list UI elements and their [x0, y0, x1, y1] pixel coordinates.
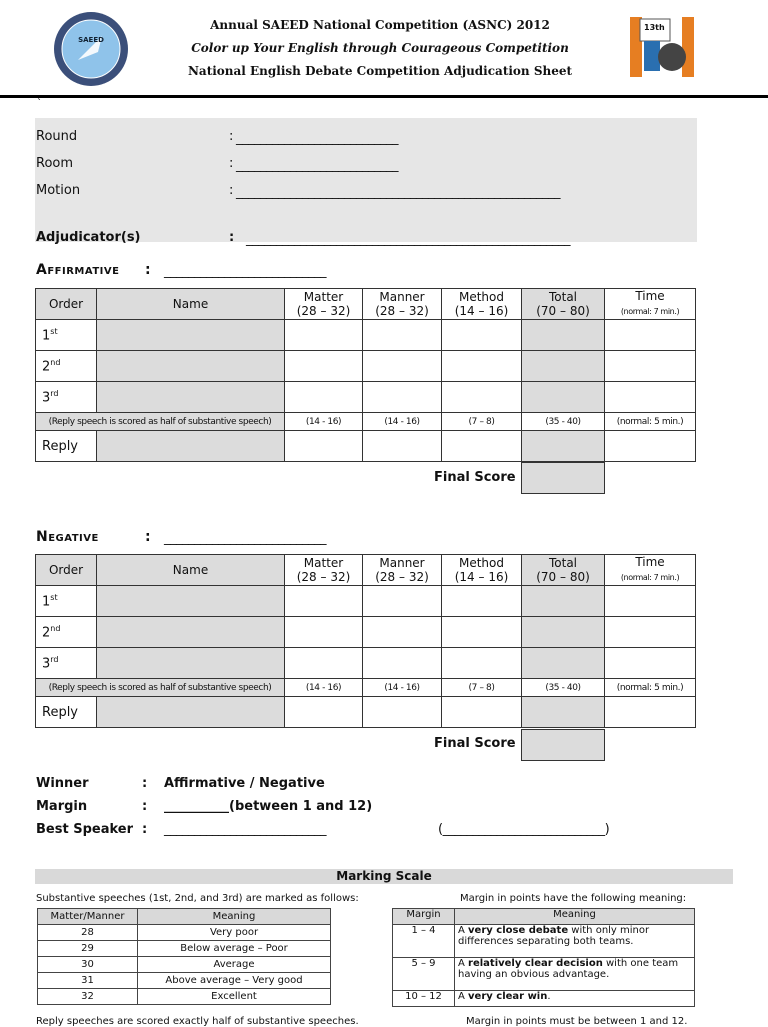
- affirmative-colon: :: [145, 262, 152, 278]
- manner-cell[interactable]: [363, 697, 442, 728]
- reply-manner-range: (14 - 16): [363, 679, 442, 697]
- negative-colon: :: [145, 529, 152, 545]
- time-cell[interactable]: [605, 351, 696, 382]
- header-divider: [0, 95, 768, 98]
- scale-header-score: Matter/Manner: [38, 909, 138, 925]
- method-header: [442, 555, 522, 586]
- matter-cell[interactable]: [285, 382, 363, 413]
- manner-header: [363, 555, 442, 586]
- time-note: (normal: 7 min.): [620, 307, 680, 316]
- meaning-emphasis: very close debate: [468, 925, 569, 936]
- method-cell[interactable]: [442, 320, 522, 351]
- time-cell[interactable]: [605, 697, 696, 728]
- manner-cell[interactable]: [363, 382, 442, 413]
- method-cell[interactable]: [442, 382, 522, 413]
- method-range: (14 – 16): [454, 570, 509, 584]
- reply-scoring-footnote: Reply speeches are scored exactly half of substantive speeches.: [36, 1016, 359, 1027]
- row-order-2: [36, 617, 97, 648]
- ordinal-suffix: st: [50, 326, 58, 336]
- name-header: Name: [97, 289, 285, 320]
- scale-score: 28: [38, 925, 138, 941]
- ordinal: 3: [42, 390, 51, 406]
- row-order-1: [36, 586, 97, 617]
- speaker-name-cell[interactable]: [97, 382, 285, 413]
- manner-cell[interactable]: [363, 431, 442, 462]
- margin-meaning: [455, 958, 695, 991]
- header-slogan: Color up Your English through Courageous Competition: [191, 41, 569, 55]
- meaning-text: A: [458, 925, 469, 936]
- anniversary-logo: [630, 13, 694, 79]
- round-colon: :: [229, 129, 234, 144]
- speaker-name-cell[interactable]: [97, 648, 285, 679]
- matter-cell[interactable]: [285, 431, 363, 462]
- time-cell[interactable]: [605, 382, 696, 413]
- scale-meaning: Above average – Very good: [138, 973, 331, 989]
- speaker-name-cell[interactable]: [97, 586, 285, 617]
- order-header: Order: [36, 289, 97, 320]
- manner-cell[interactable]: [363, 617, 442, 648]
- ordinal: 2: [42, 625, 51, 641]
- scale-score: 31: [38, 973, 138, 989]
- manner-label: Manner: [379, 290, 425, 304]
- margin-label: Margin: [36, 799, 88, 814]
- manner-cell[interactable]: [363, 320, 442, 351]
- ordinal: 1: [42, 328, 51, 344]
- speaker-name-cell[interactable]: [97, 697, 285, 728]
- row-order-3: [36, 648, 97, 679]
- ordinal-suffix: nd: [50, 357, 61, 367]
- time-cell[interactable]: [605, 617, 696, 648]
- meaning-emphasis: relatively clear decision: [468, 958, 603, 969]
- matter-label: Matter: [303, 290, 344, 304]
- motion-field[interactable]: ______________________________________________________: [236, 185, 560, 200]
- speaker-name-cell[interactable]: [97, 617, 285, 648]
- row-order-3: [36, 382, 97, 413]
- total-header: [522, 555, 605, 586]
- affirmative-final-score-label: Final Score: [434, 470, 516, 485]
- time-cell[interactable]: [605, 648, 696, 679]
- reply-total-range: (35 - 40): [522, 413, 605, 431]
- margin-field[interactable]: __________(between 1 and 12): [164, 799, 373, 814]
- reply-note: (Reply speech is scored as half of substantive speech): [36, 413, 285, 431]
- negative-label: Negative: [36, 529, 99, 545]
- manner-label: Manner: [379, 556, 425, 570]
- scale-score: 29: [38, 941, 138, 957]
- total-cell[interactable]: [522, 617, 605, 648]
- scale-meaning: Excellent: [138, 989, 331, 1005]
- matter-cell[interactable]: [285, 320, 363, 351]
- margin-scale-table: [392, 908, 695, 1007]
- meaning-text: with one team having an obvious advantage.: [458, 958, 679, 980]
- header-title: Annual SAEED National Competition (ASNC) 2012: [210, 18, 550, 32]
- negative-final-score-box[interactable]: [521, 729, 605, 761]
- ordinal-suffix: rd: [50, 388, 59, 398]
- time-header: [605, 555, 696, 586]
- reply-matter-range: (14 - 16): [285, 679, 363, 697]
- matter-cell[interactable]: [285, 648, 363, 679]
- margin-range: 10 – 12: [393, 991, 455, 1007]
- stray-mark: `: [37, 98, 42, 109]
- scale-header-meaning: Meaning: [138, 909, 331, 925]
- matter-manner-scale-table: [37, 908, 331, 1005]
- margin-note: Margin in points have the following meaning:: [460, 893, 687, 904]
- affirmative-team-field[interactable]: ___________________________: [164, 264, 326, 279]
- order-header: Order: [36, 555, 97, 586]
- time-cell[interactable]: [605, 320, 696, 351]
- manner-header: [363, 289, 442, 320]
- matter-cell[interactable]: [285, 697, 363, 728]
- adjudicator-label: Adjudicator(s): [36, 230, 141, 245]
- time-header: [605, 289, 696, 320]
- manner-cell[interactable]: [363, 586, 442, 617]
- scale-score: 32: [38, 989, 138, 1005]
- header-subtitle: National English Debate Competition Adjudication Sheet: [187, 64, 573, 78]
- negative-team-field[interactable]: ___________________________: [164, 531, 326, 546]
- matter-cell[interactable]: [285, 617, 363, 648]
- reply-label: Reply: [36, 431, 97, 462]
- winner-choice[interactable]: Affirmative / Negative: [164, 776, 325, 791]
- room-colon: :: [229, 156, 234, 171]
- scale-meaning: Below average – Poor: [138, 941, 331, 957]
- speaker-name-cell[interactable]: [97, 431, 285, 462]
- reply-note: (Reply speech is scored as half of substantive speech): [36, 679, 285, 697]
- time-note: (normal: 7 min.): [620, 573, 680, 582]
- best-speaker-label: Best Speaker: [36, 822, 133, 837]
- best-speaker-colon: :: [142, 822, 148, 837]
- matter-header: [285, 289, 363, 320]
- method-label: Method: [458, 556, 504, 570]
- speaker-name-cell[interactable]: [97, 351, 285, 382]
- time-label: Time: [635, 555, 665, 569]
- matter-range: (28 – 32): [296, 570, 351, 584]
- margin-footnote: Margin in points must be between 1 and 12.: [466, 1016, 688, 1027]
- meaning-text: A: [458, 958, 469, 969]
- manner-range: (28 – 32): [375, 570, 429, 584]
- total-range: (70 – 80): [536, 304, 590, 318]
- row-order-1: [36, 320, 97, 351]
- total-header: [522, 289, 605, 320]
- scale-meaning: Average: [138, 957, 331, 973]
- manner-range: (28 – 32): [375, 304, 429, 318]
- matter-cell[interactable]: [285, 586, 363, 617]
- method-cell[interactable]: [442, 617, 522, 648]
- time-cell[interactable]: [605, 586, 696, 617]
- method-cell[interactable]: [442, 697, 522, 728]
- matter-label: Matter: [303, 556, 344, 570]
- ordinal: 3: [42, 656, 51, 672]
- speaker-name-cell[interactable]: [97, 320, 285, 351]
- manner-cell[interactable]: [363, 648, 442, 679]
- best-speaker-field[interactable]: ___________________________: [164, 822, 326, 837]
- method-cell[interactable]: [442, 431, 522, 462]
- ordinal: 1: [42, 594, 51, 610]
- time-cell[interactable]: [605, 431, 696, 462]
- winner-colon: :: [142, 776, 148, 791]
- total-cell[interactable]: [522, 697, 605, 728]
- total-cell[interactable]: [522, 431, 605, 462]
- saeed-logo: [52, 10, 130, 88]
- winner-label: Winner: [36, 776, 89, 791]
- affirmative-final-score-box[interactable]: [521, 462, 605, 494]
- ordinal: 2: [42, 359, 51, 375]
- ordinal-suffix: nd: [50, 623, 61, 633]
- matter-cell[interactable]: [285, 351, 363, 382]
- meaning-emphasis: very clear win: [468, 991, 548, 1002]
- reply-matter-range: (14 - 16): [285, 413, 363, 431]
- reply-method-range: (7 – 8): [442, 679, 522, 697]
- margin-header: Margin: [393, 909, 455, 925]
- matter-header: [285, 555, 363, 586]
- manner-cell[interactable]: [363, 351, 442, 382]
- meaning-text: .: [547, 991, 551, 1002]
- affirmative-label: Affirmative: [36, 262, 120, 278]
- round-label: Round: [36, 129, 78, 144]
- best-speaker-team-field[interactable]: (___________________________): [438, 822, 610, 837]
- reply-manner-range: (14 - 16): [363, 413, 442, 431]
- reply-time-note: (normal: 5 min.): [605, 413, 696, 431]
- meaning-text: with only minor differences separating both teams.: [458, 925, 650, 947]
- adjudicator-field[interactable]: ______________________________________________________: [246, 232, 570, 247]
- reply-total-range: (35 - 40): [522, 679, 605, 697]
- adjudicator-colon: :: [229, 230, 235, 245]
- row-order-2: [36, 351, 97, 382]
- room-label: Room: [36, 156, 74, 171]
- reply-method-range: (7 – 8): [442, 413, 522, 431]
- negative-score-table: [35, 554, 696, 728]
- method-label: Method: [458, 290, 504, 304]
- method-range: (14 – 16): [454, 304, 509, 318]
- anniversary-text: 13th: [644, 23, 665, 32]
- round-field[interactable]: ___________________________: [236, 131, 398, 146]
- motion-label: Motion: [36, 183, 81, 198]
- total-cell[interactable]: [522, 586, 605, 617]
- total-cell[interactable]: [522, 382, 605, 413]
- logo-text: SAEED: [78, 36, 104, 44]
- margin-meaning: [455, 925, 695, 958]
- negative-final-score-label: Final Score: [434, 736, 516, 751]
- total-cell[interactable]: [522, 351, 605, 382]
- total-cell[interactable]: [522, 648, 605, 679]
- method-cell[interactable]: [442, 586, 522, 617]
- scale-score: 30: [38, 957, 138, 973]
- affirmative-score-table: [35, 288, 696, 462]
- meaning-text: A: [458, 991, 469, 1002]
- margin-range: 1 – 4: [393, 925, 455, 958]
- method-cell[interactable]: [442, 648, 522, 679]
- ordinal-suffix: st: [50, 592, 58, 602]
- substantive-note: Substantive speeches (1st, 2nd, and 3rd) are marked as follows:: [36, 893, 359, 904]
- margin-colon: :: [142, 799, 148, 814]
- matter-range: (28 – 32): [296, 304, 351, 318]
- margin-range: 5 – 9: [393, 958, 455, 991]
- room-field[interactable]: ___________________________: [236, 158, 398, 173]
- ordinal-suffix: rd: [50, 654, 59, 664]
- total-range: (70 – 80): [536, 570, 590, 584]
- total-cell[interactable]: [522, 320, 605, 351]
- reply-time-note: (normal: 5 min.): [605, 679, 696, 697]
- motion-colon: :: [229, 183, 234, 198]
- margin-meaning: [455, 991, 695, 1007]
- method-header: [442, 289, 522, 320]
- total-label: Total: [548, 556, 578, 570]
- method-cell[interactable]: [442, 351, 522, 382]
- scale-meaning: Very poor: [138, 925, 331, 941]
- total-label: Total: [548, 290, 578, 304]
- reply-label: Reply: [36, 697, 97, 728]
- time-label: Time: [635, 289, 665, 303]
- name-header: Name: [97, 555, 285, 586]
- margin-meaning-header: Meaning: [455, 909, 695, 925]
- marking-scale-title: Marking Scale: [35, 869, 733, 884]
